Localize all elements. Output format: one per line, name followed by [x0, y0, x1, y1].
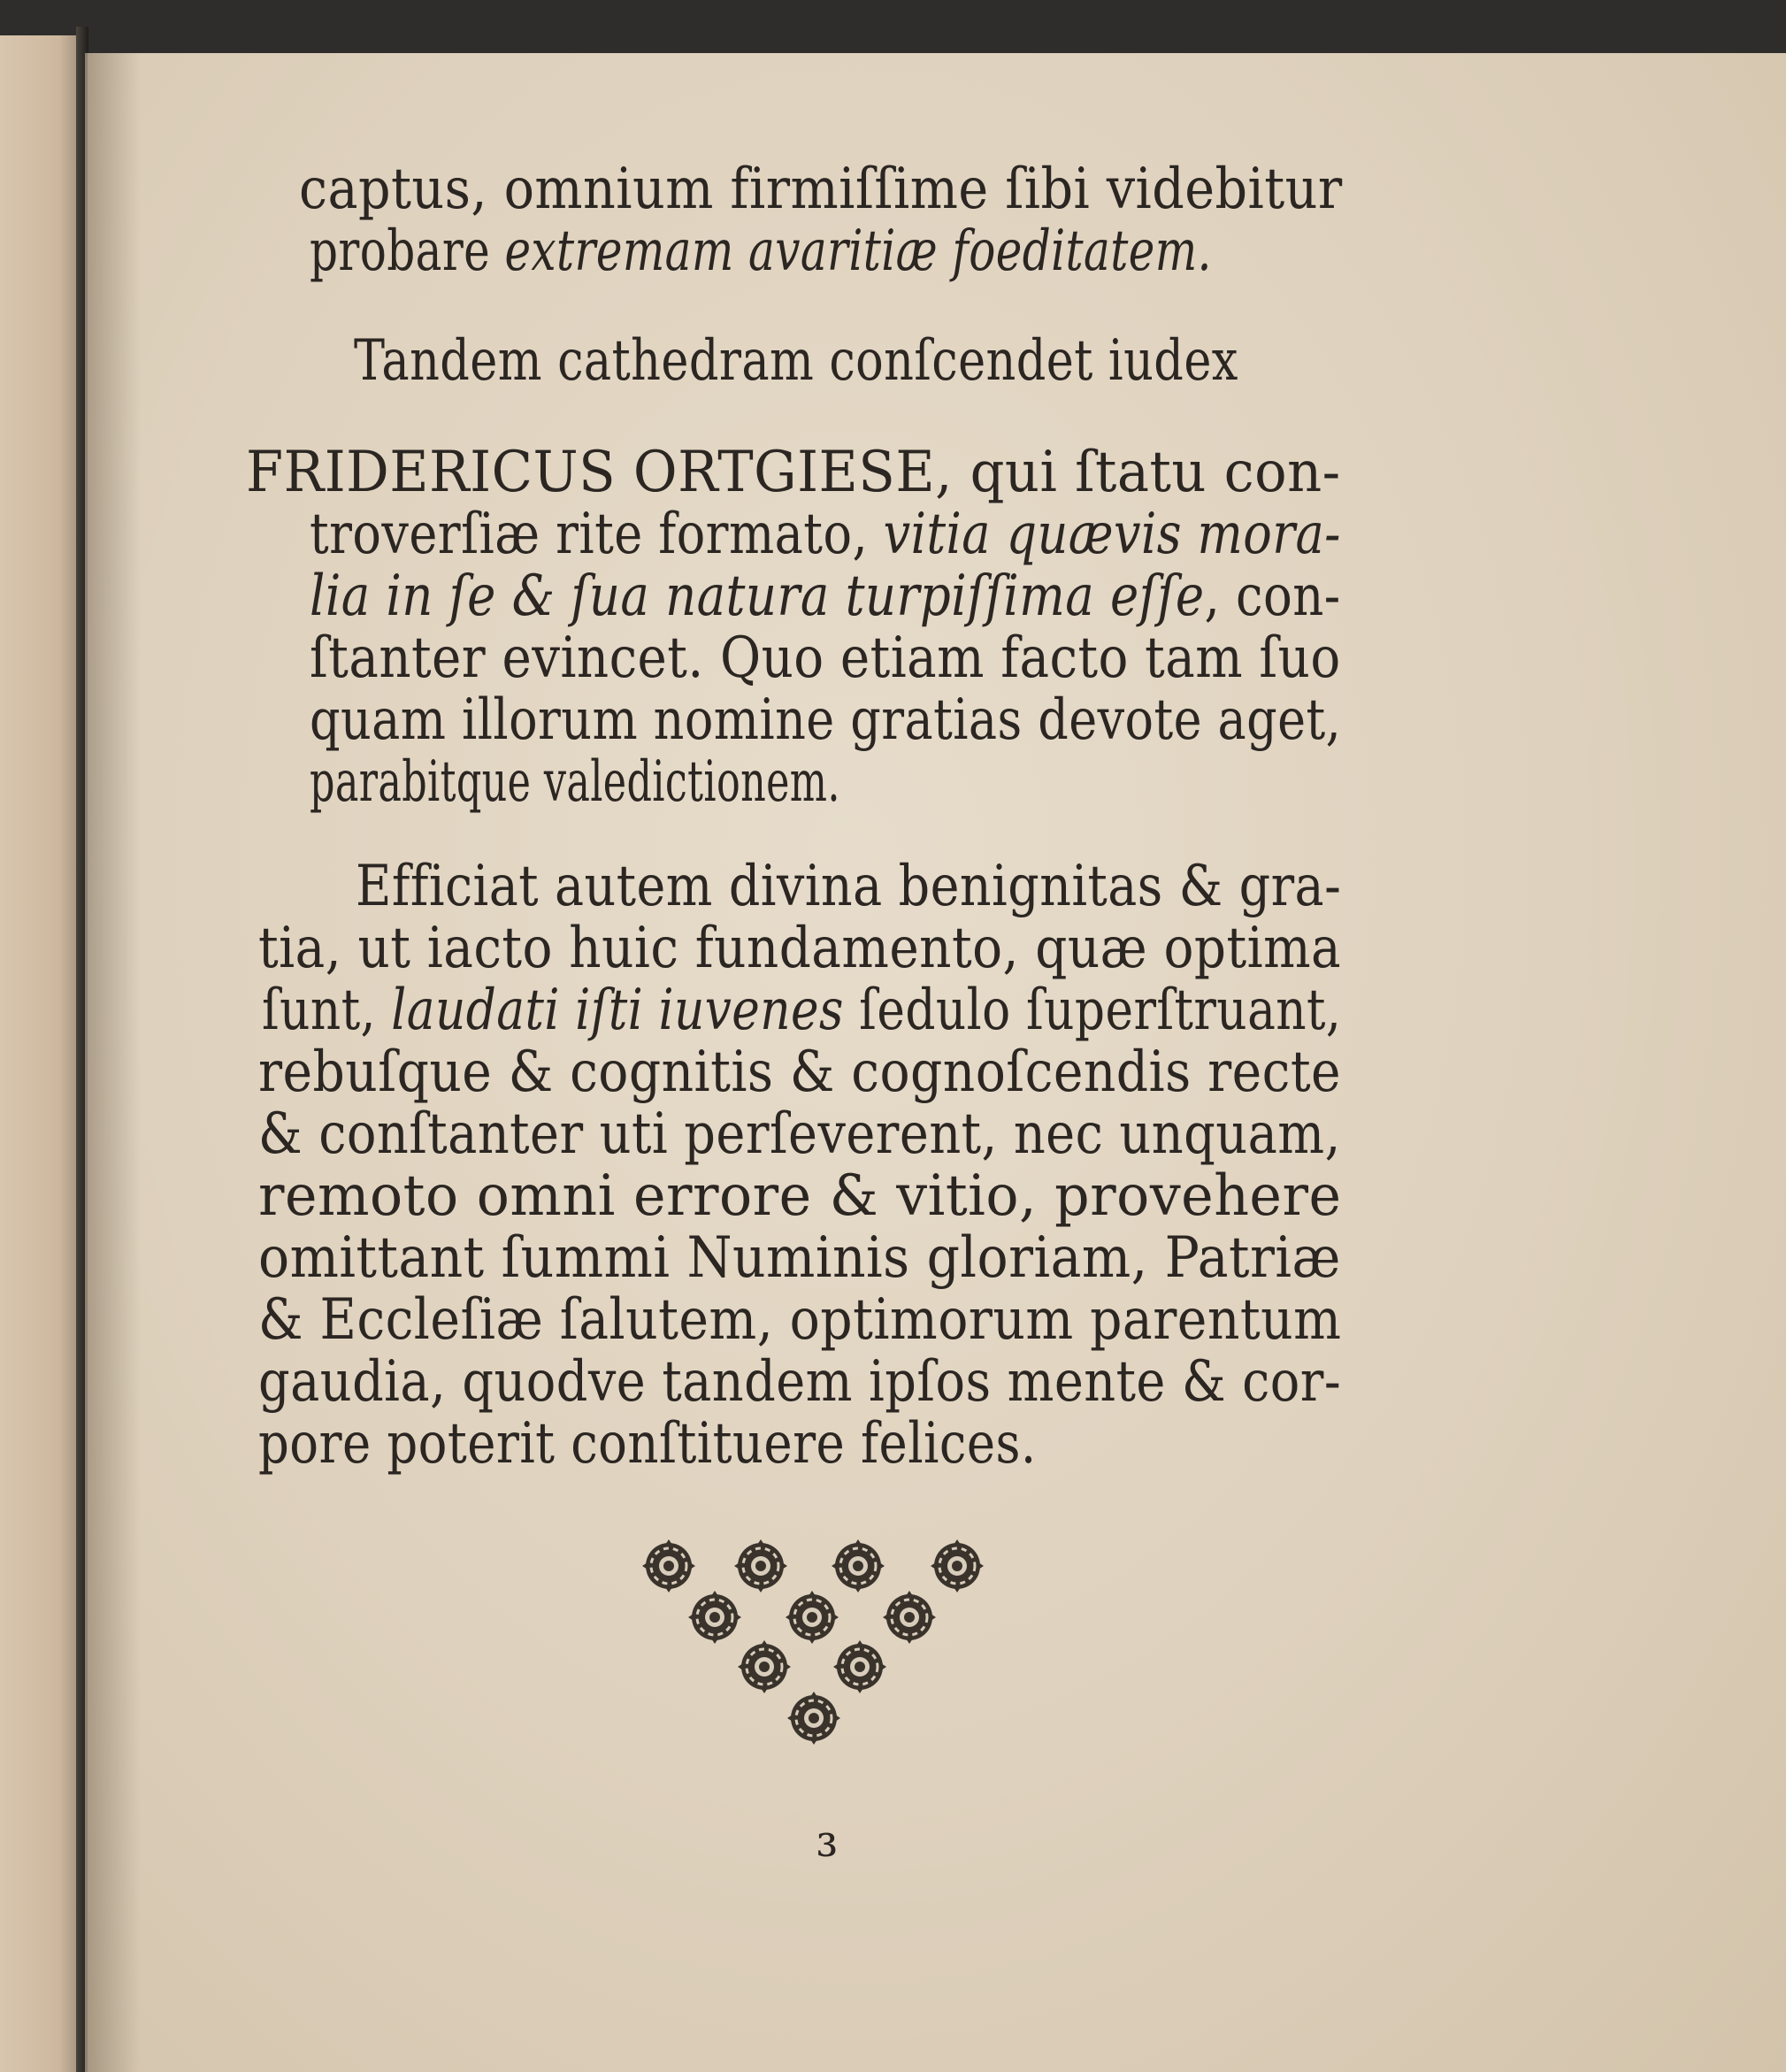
text-line — [246, 440, 1341, 505]
italic-text-span: laudati iſti iuvenes — [391, 978, 844, 1043]
text-line — [310, 219, 1212, 284]
text-span: remoto omni errore & vitio, provehere — [258, 1163, 1342, 1229]
text-span: ſunt, — [262, 978, 392, 1043]
text-span: , con- — [1204, 564, 1341, 629]
text-span: troverſiæ rite formato, — [310, 502, 884, 567]
text-span: & conſtanter uti perſeverent, nec unquam, — [258, 1101, 1341, 1167]
text-line — [262, 978, 1342, 1043]
text-span: omittant ſummi Numinis gloriam, Patriæ — [258, 1225, 1341, 1291]
page-signature-mark: ₃ — [816, 1805, 839, 1870]
italic-text-span: extremam avaritiæ foeditatem. — [504, 219, 1212, 284]
text-line — [310, 625, 1341, 691]
text-line — [310, 749, 840, 815]
text-line — [310, 564, 1341, 629]
text-line — [299, 157, 1343, 222]
text-span: ſedulo ſuperſtruant, — [843, 978, 1342, 1043]
text-span: captus, omnium firmiſſime ſibi videbitur — [299, 157, 1343, 222]
text-span: FRIDERICUS ORTGIESE, qui ſtatu con- — [246, 440, 1341, 505]
text-span: Efficiat autem divina benignitas & gra- — [356, 854, 1342, 919]
text-span: rebuſque & cognitis & cognoſcendis recte — [258, 1040, 1342, 1105]
text-span: tia, ut iacto huic fundamento, quæ optima — [258, 916, 1342, 981]
italic-text-span: lia in ſe & ſua natura turpiſſima eſſe — [310, 564, 1205, 629]
text-line — [258, 1287, 1342, 1353]
italic-text-span: vitia quævis mora- — [883, 502, 1341, 567]
text-span: parabitque valedictionem. — [310, 749, 840, 815]
text-line — [356, 854, 1342, 919]
text-line — [258, 1349, 1342, 1415]
text-span: pore poterit conſtituere felices. — [258, 1411, 1037, 1477]
text-line — [258, 1225, 1341, 1291]
text-line — [310, 687, 1342, 753]
text-span: Tandem cathedram conſcendet iudex — [354, 328, 1238, 394]
text-span: quam illorum nomine gratias devote aget, — [310, 687, 1342, 753]
text-line — [258, 1040, 1342, 1105]
text-line — [258, 1411, 1037, 1477]
text-span: & Eccleſiæ ſalutem, optimorum parentum — [258, 1287, 1342, 1353]
facing-page-edge — [0, 35, 84, 2072]
text-line — [258, 1163, 1342, 1229]
text-span: gaudia, quodve tandem ipſos mente & cor- — [258, 1349, 1342, 1415]
text-line — [354, 328, 1238, 394]
text-span: ſtanter evincet. Quo etiam facto tam ſuo — [310, 625, 1341, 691]
text-span: probare — [310, 219, 505, 284]
text-line — [258, 1101, 1341, 1167]
text-line — [258, 916, 1342, 981]
text-line — [310, 502, 1341, 567]
